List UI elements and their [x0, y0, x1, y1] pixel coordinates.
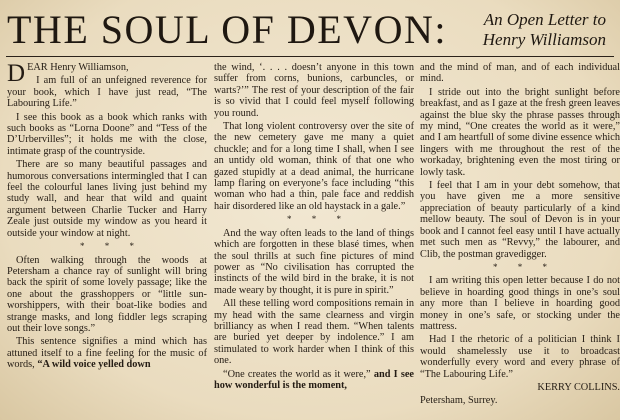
paragraph: And the way often leads to the land of things which are forgotten in these blasé times, when the soul thrills at such fine pictures of mind power as “No civilisation has corrupted the instincts of the wild bird in the brake, it is not made weary by thought, it is pure in spirit.”	[214, 227, 414, 296]
paragraph	[214, 369, 414, 392]
bold-quote: “A wild voice yelled down	[37, 359, 151, 371]
paragraph: I am full of an unfeigned reverence for your book, which I have just read, “The Labouring Life.”	[7, 75, 207, 110]
subtitle-line-1: An Open Letter to	[483, 10, 606, 29]
paragraph: I stride out into the bright sunlight before breakfast, and as I gaze at the fresh green leaves against the blue sky the phrase passes through my mind, “One creates the world as it were,” and I am heartfull of some divine essence which lingers with me throughout the rest of the workaday, brightening even the most tiring or lowly task.	[420, 86, 620, 178]
section-divider: * * *	[493, 261, 556, 272]
paragraph: All these telling word compositions remain in my head with the same clearness and virgin brilliancy as when I read them. “When talents are buried yet deeper by indolence.” I am stimulated to work harder when I think of this one.	[214, 298, 414, 367]
paragraph: I feel that I am in your debt somehow, that you have given me a more sensitive appreciation of beauty particularly of a kind mellow beauty. The soul of Devon is in your book and I cannot feel easy until I have actually met such men as “Revvy,” the labourer, and Clib, the postman gravedigger.	[420, 180, 620, 260]
paragraph: I am writing this open letter because I do not believe in hoarding good things in one’s soul any more than I believe in hoarding good money in one’s safe, or stocking under the mattress.	[420, 275, 620, 332]
section-divider: * * *	[80, 241, 143, 252]
author-signature: KERRY COLLINS.	[537, 381, 620, 393]
article-title: THE SOUL OF DEVON:	[7, 7, 447, 52]
paragraph-text: “One creates the world as it were,”	[223, 368, 371, 380]
paragraph-text: This sentence signifies a mind which has attuned itself to a fine feeling for the music of words,	[7, 336, 207, 371]
paragraph: Often walking through the woods at Petersham a chance ray of sunlight will bring back the spirit of some lovely passage; like the one about the grasshoppers or “little sun-worshippers, with their boat-like bodies and strange masks, and long fiddler legs scraping out their love songs.”	[7, 254, 207, 334]
column-2	[214, 62, 414, 416]
section-divider: * * *	[287, 214, 350, 225]
author-location: Petersham, Surrey.	[420, 395, 498, 407]
paragraph	[7, 336, 207, 370]
article-subtitle	[456, 10, 606, 50]
drop-cap: D	[7, 62, 26, 87]
paragraph: That long violent controversy over the site of the new cemetery gave me many a quiet chuckle; and for a long time I shall, when I see an untidy old woman, think of that one who gazed stupidly at a dead animal, the hurricane lamp flaring on everyone’s face including “this woman who had a thin, pale face and reddish hair disordered like an old haystack in a gale.”	[214, 121, 414, 212]
bold-quote: and I see how wonderful is the moment,	[214, 368, 414, 391]
subtitle-line-2: Henry Williamson	[482, 30, 606, 49]
column-1	[7, 62, 207, 416]
column-3	[420, 62, 620, 416]
greeting-text: EAR Henry Williamson,	[27, 62, 129, 73]
title-rule	[6, 56, 614, 57]
paragraph: and the mind of man, and of each individual mind.	[420, 62, 620, 85]
paragraph: the wind, ‘. . . . doesn’t anyone in this town suffer from corns, bunions, carbuncles, or warts?’” The rest of your description of the fair is so vivid that I could feel myself following you round.	[214, 62, 414, 119]
paragraph: Had I the rhetoric of a politician I think I would shamelessly use it to broadcast wonderfully every word and every phrase of “The Labouring Life.”	[420, 334, 620, 380]
paragraph: I see this book as a book which ranks with such books as “Lorna Doone” and “Tess of the D’Urbervilles”; it holds me with the close, intimate grasp of the countryside.	[7, 111, 207, 157]
paragraph: There are so many beautiful passages and humorous conversations intermingled that I can feel the colourful lanes living just behind my study wall, and hear that wild and quaint argument between Charlie Tucker and Harry Zeale just outside my window as you heard it outside your window at night.	[7, 159, 207, 239]
greeting	[7, 62, 207, 87]
